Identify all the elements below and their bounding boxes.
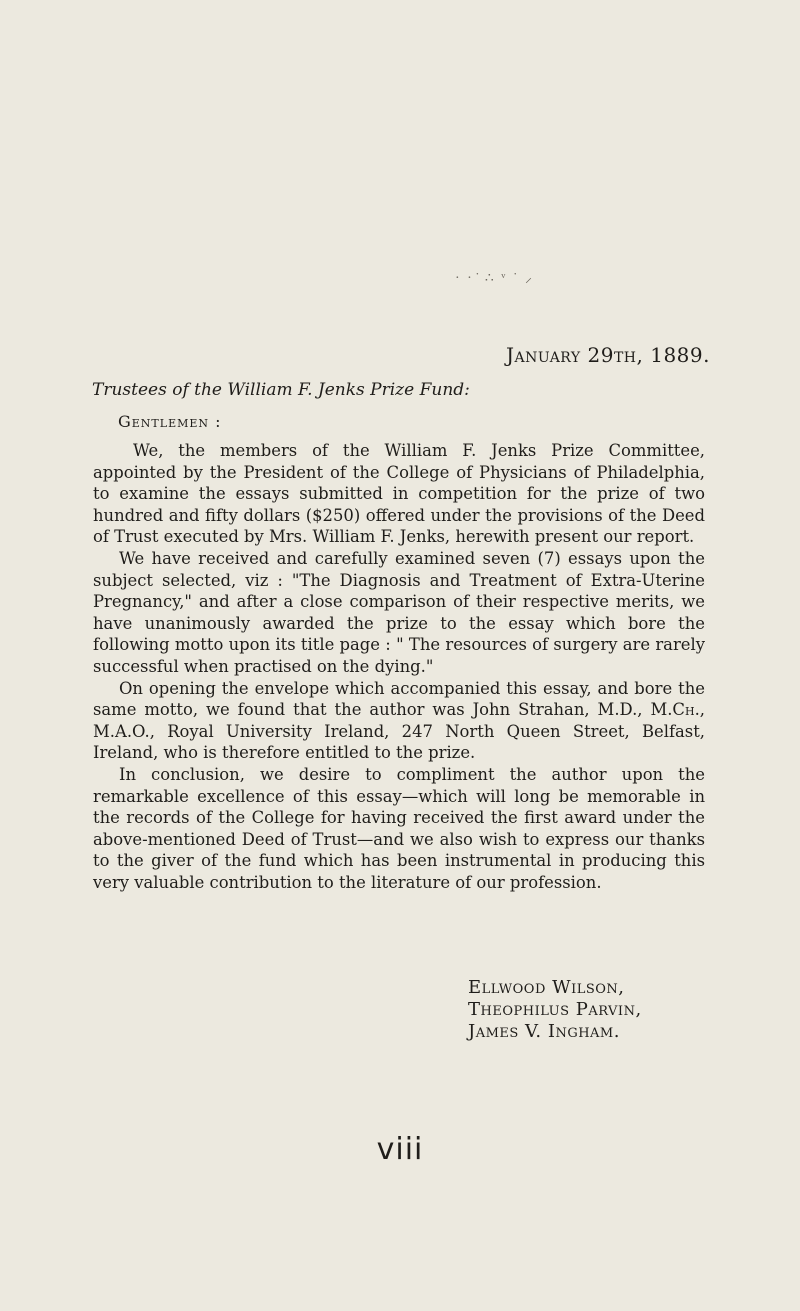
paragraph-4: In conclusion, we desire to compliment the author upon the remarkable excellence of this essay—which will long be memorable in the records of the College for having received the first award under the above-mentioned Deed of Trust—and we also wish to express our thanks to the giver of the fund which has been instrumental in producing this very valuable contribution to the literature of our profession. — [93, 764, 705, 892]
paragraph-2: We have received and carefully examined seven (7) essays upon the subject selected, viz : "The Diagnosis and Treatment of Extra-Uterine Pregnancy," and after a close comparison of their respective merits, we have unanimously awarded the prize to the essay which bore the following motto upon its title page : " The resources of surgery are rarely successful when practised on the dying." — [93, 548, 705, 676]
page-number: viii — [376, 1132, 424, 1167]
signatory-name: Ellwood Wilson, — [468, 977, 625, 998]
author-degrees: M.D., M.Ch., M.A.O., — [93, 700, 705, 741]
print-speck-mark: · · ̇ ∴ ᵛ ˙ ⸝ — [455, 271, 535, 286]
letter-body — [93, 440, 705, 893]
letter-addressee: Trustees of the William F. Jenks Prize Fund: — [92, 380, 470, 400]
paragraph-3-start: On opening the envelope which accompanied this essay, and bore the same motto, we found that the author was John Strahan, — [93, 678, 705, 720]
signatory-name: James V. Ingham. — [468, 1021, 620, 1042]
signature-block — [468, 977, 642, 1043]
signatory-name: Theophilus Parvin, — [468, 999, 642, 1020]
paragraph-1: We, the members of the William F. Jenks Prize Committee, appointed by the President of the College of Physicians of Philadelphia, to examine the essays submitted in competition for the prize of two hundred and fifty dollars ($250) offered under the provisions of the Deed of Trust executed by Mrs. William F. Jenks, herewith present our report. — [93, 441, 705, 547]
letter-salutation: Gentlemen : — [118, 412, 222, 431]
paragraph-3 — [93, 678, 705, 764]
letter-date: January 29th, 1889. — [505, 343, 710, 367]
paragraph-3-end: Royal University Ireland, 247 North Queen Street, Belfast, Ireland, who is therefore entitled to the prize. — [93, 721, 705, 763]
